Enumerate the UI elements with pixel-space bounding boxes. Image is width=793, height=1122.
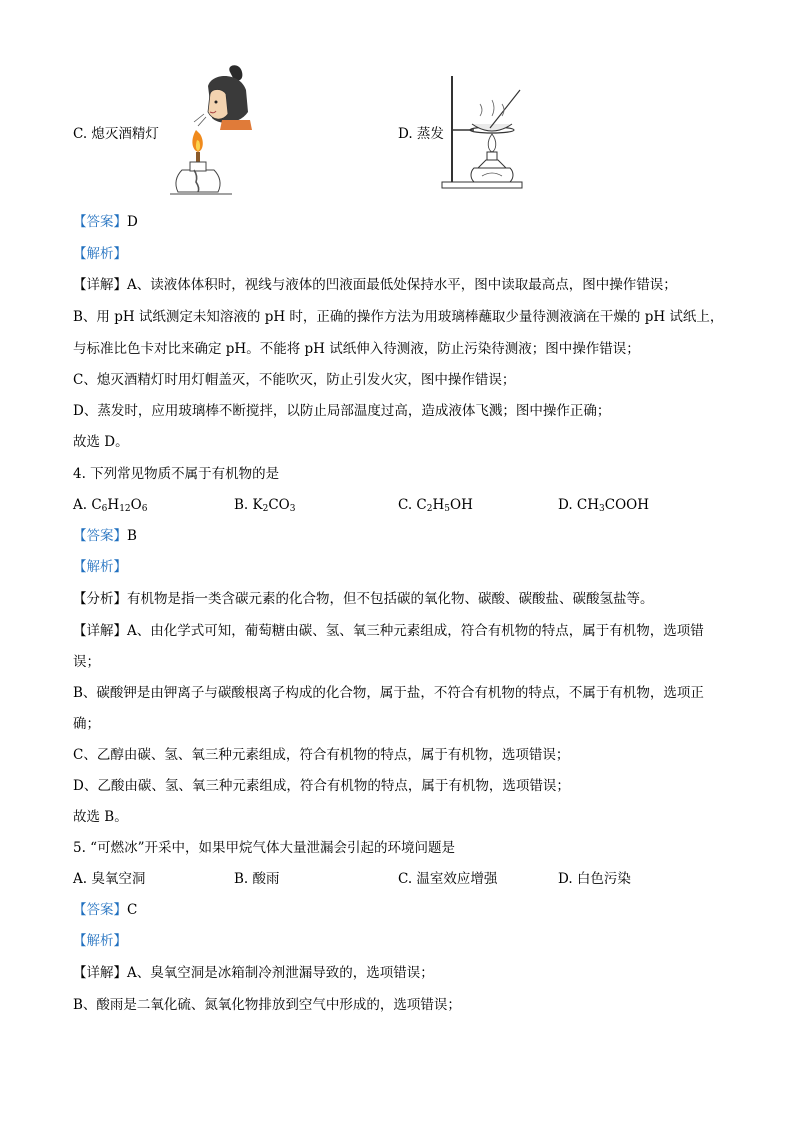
fenxi-tag: 【分析】 [73, 591, 127, 607]
q3-line: 与标准比色卡对比来确定 pH。不能将 pH 试纸伸入待测液，防止污染待测液；图中操作错误； [73, 341, 640, 357]
q4-line: 误； [73, 654, 100, 670]
detail-text: A、由化学式可知，葡萄糖由碳、氢、氧三种元素组成，符合有机物的特点，属于有机物，选项错 [127, 623, 704, 639]
option-c-label: C. 熄灭酒精灯 [73, 126, 159, 142]
detail-text: A、臭氧空洞是冰箱制冷剂泄漏导致的，选项错误； [127, 965, 434, 981]
blowing-out-alcohol-lamp-figure [160, 64, 260, 200]
q5-question: 5. “可燃冰”开采中，如果甲烷气体大量泄漏会引起的环境问题是 [73, 840, 455, 856]
q4-line: 确； [73, 716, 100, 732]
option-d-label: D. 蒸发 [398, 126, 444, 142]
answer-tag: 【答案】 [73, 528, 127, 544]
answer-value: C [127, 902, 138, 918]
q4-line: C、乙醇由碳、氢、氧三种元素组成，符合有机物的特点，属于有机物，选项错误； [73, 747, 570, 763]
q5-analysis-tag: 【解析】 [73, 933, 127, 949]
q3-line: D、蒸发时，应用玻璃棒不断搅拌，以防止局部温度过高，造成液体飞溅；图中操作正确； [73, 403, 611, 419]
q4-fenxi-line [73, 589, 654, 609]
detail-tag: 【详解】 [73, 623, 127, 639]
detail-text: A、读液体体积时，视线与液体的凹液面最低处保持水平，图中读取最高点，图中操作错误； [127, 277, 677, 293]
q5-option-a: A. 臭氧空洞 [73, 871, 146, 887]
evaporation-apparatus-figure [440, 72, 530, 192]
q3-analysis-tag: 【解析】 [73, 246, 127, 262]
answer-value: B [127, 528, 137, 544]
answer-value: D [127, 214, 138, 230]
q5-answer [73, 900, 137, 920]
q4-option-d: D. $CH_3COOH$ [558, 497, 650, 514]
q3-answer [73, 212, 138, 232]
q3-line: B、用 pH 试纸测定未知溶液的 pH 时，正确的操作方法为用玻璃棒蘸取少量待测液滴在干燥的 pH 试纸上， [73, 309, 724, 325]
detail-tag: 【详解】 [73, 965, 127, 981]
q5-option-b: B. 酸雨 [234, 871, 280, 887]
answer-tag: 【答案】 [73, 902, 127, 918]
q4-answer [73, 526, 137, 546]
q4-detail-line [73, 621, 704, 641]
fenxi-text: 有机物是指一类含碳元素的化合物，但不包括碳的氧化物、碳酸、碳酸盐、碳酸氢盐等。 [127, 591, 654, 607]
q5-option-d: D. 白色污染 [558, 871, 631, 887]
q4-question: 4. 下列常见物质不属于有机物的是 [73, 466, 280, 482]
detail-tag: 【详解】 [73, 277, 127, 293]
q5-line: B、酸雨是二氧化硫、氮氧化物排放到空气中形成的，选项错误； [73, 997, 461, 1013]
q4-line: D、乙酸由碳、氢、氧三种元素组成，符合有机物的特点，属于有机物，选项错误； [73, 778, 570, 794]
q4-option-b: B. $K_2CO_3$ [234, 497, 296, 514]
q4-analysis-tag: 【解析】 [73, 559, 127, 575]
q5-detail-line [73, 963, 434, 983]
q5-option-c: C. 温室效应增强 [398, 871, 498, 887]
q4-line: B、碳酸钾是由钾离子与碳酸根离子构成的化合物，属于盐，不符合有机物的特点，不属于有机物，选项正 [73, 685, 704, 701]
answer-tag: 【答案】 [73, 214, 127, 230]
q3-line: 故选 D。 [73, 434, 129, 450]
q4-line: 故选 B。 [73, 809, 128, 825]
q3-detail-line [73, 275, 677, 295]
q4-option-a: A. $C_6H_{12}O_6$ [73, 497, 148, 514]
q4-option-c: C. $C_2H_5OH$ [398, 497, 473, 514]
q3-line: C、熄灭酒精灯时用灯帽盖灭，不能吹灭，防止引发火灾，图中操作错误； [73, 372, 516, 388]
